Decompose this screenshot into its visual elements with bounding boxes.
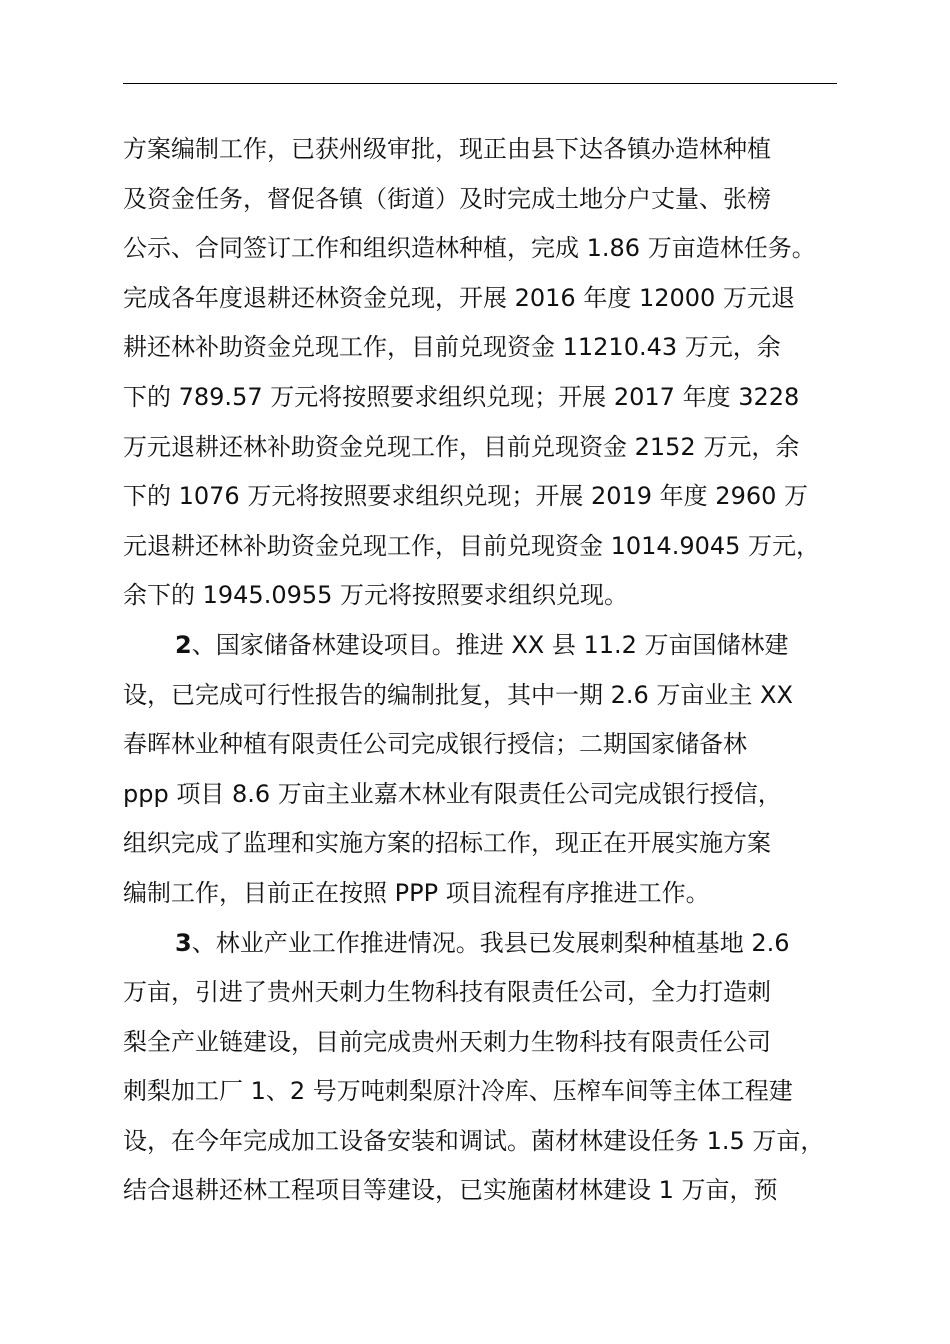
header-rule bbox=[123, 83, 837, 84]
body-line: 及资金任务，督促各镇（街道）及时完成土地分户丈量、张榜 bbox=[123, 184, 771, 213]
section-3-first-line: 、林业产业工作推进情况。我县已发展刺梨种植基地 2.6 bbox=[191, 928, 790, 957]
section-2-line: 编制工作，目前正在按照 PPP 项目流程有序推进工作。 bbox=[123, 878, 710, 907]
body-line: 公示、合同签订工作和组织造林种植，完成 1.86 万亩造林任务。 bbox=[123, 234, 816, 263]
body-line: 下的 1076 万元将按照要求组织兑现；开展 2019 年度 2960 万 bbox=[123, 482, 809, 511]
section-2-line: ppp 项目 8.6 万亩主业嘉木林业有限责任公司完成银行授信， bbox=[123, 779, 782, 808]
section-2-heading-line bbox=[123, 621, 883, 671]
section-2-line: 春晖林业种植有限责任公司完成银行授信；二期国家储备林 bbox=[123, 730, 747, 759]
body-line: 元退耕还林补助资金兑现工作，目前兑现资金 1014.9045 万元， bbox=[123, 531, 821, 560]
section-3-line: 结合退耕还林工程项目等建设，已实施菌材林建设 1 万亩，预 bbox=[123, 1176, 778, 1205]
section-2-line: 组织完成了监理和实施方案的招标工作，现正在开展实施方案 bbox=[123, 829, 771, 858]
section-2-first-line: 、国家储备林建设项目。推进 XX 县 11.2 万亩国储林建 bbox=[191, 630, 789, 659]
section-3-line: 设，在今年完成加工设备安装和调试。菌材林建设任务 1.5 万亩， bbox=[123, 1126, 825, 1155]
body-line: 下的 789.57 万元将按照要求组织兑现；开展 2017 年度 3228 bbox=[123, 382, 800, 411]
section-2-number: 2 bbox=[175, 630, 192, 659]
section-3-number: 3 bbox=[175, 928, 192, 957]
body-line: 耕还林补助资金兑现工作，目前兑现资金 11210.43 万元，余 bbox=[123, 333, 781, 362]
section-3-line: 梨全产业链建设，目前完成贵州天刺力生物科技有限责任公司 bbox=[123, 1027, 771, 1056]
body-line: 余下的 1945.0955 万元将按照要求组织兑现。 bbox=[123, 581, 629, 610]
body-line: 万元退耕还林补助资金兑现工作，目前兑现资金 2152 万元，余 bbox=[123, 432, 800, 461]
section-3-line: 万亩，引进了贵州天刺力生物科技有限责任公司，全力打造刺 bbox=[123, 978, 771, 1007]
body-line: 完成各年度退耕还林资金兑现，开展 2016 年度 12000 万元退 bbox=[123, 283, 795, 312]
document-body bbox=[123, 125, 883, 1216]
section-3-line: 刺梨加工厂 1、2 号万吨刺梨原汁冷库、压榨车间等主体工程建 bbox=[123, 1077, 793, 1106]
body-line: 方案编制工作，已获州级审批，现正由县下达各镇办造林种植 bbox=[123, 135, 771, 163]
section-3-heading-line bbox=[123, 919, 883, 969]
section-2-line: 设，已完成可行性报告的编制批复，其中一期 2.6 万亩业主 XX bbox=[123, 680, 793, 709]
